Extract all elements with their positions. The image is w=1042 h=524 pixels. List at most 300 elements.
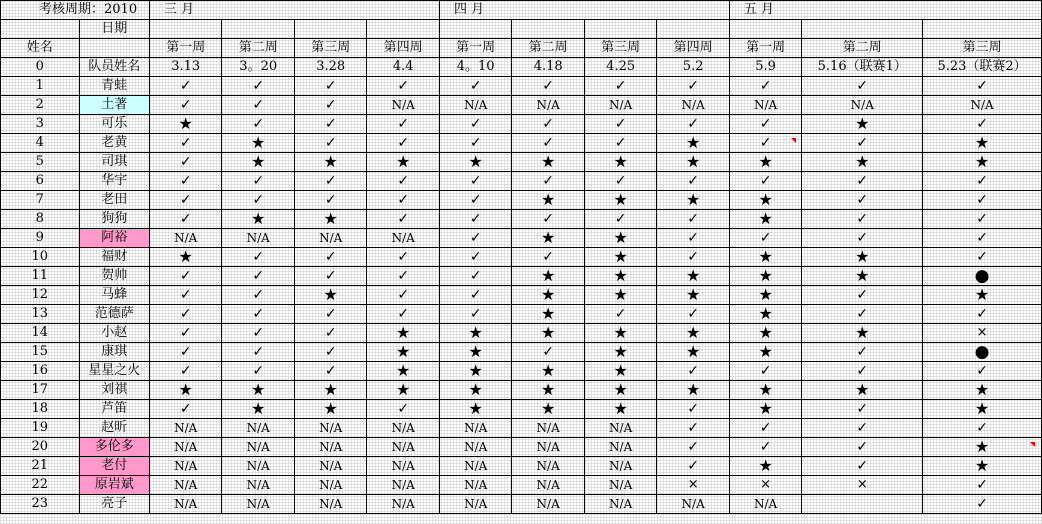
attendance-mark-cell[interactable]: ✓ — [729, 115, 801, 134]
member-name-cell[interactable]: 阿裕 — [79, 229, 149, 248]
attendance-mark-cell[interactable]: ✓ — [802, 134, 923, 153]
attendance-mark-cell[interactable]: ✓ — [802, 438, 923, 457]
attendance-mark-cell[interactable]: ✓ — [657, 362, 730, 381]
attendance-mark-cell[interactable]: ★ — [923, 438, 1042, 457]
attendance-mark-cell[interactable]: ✓ — [512, 172, 584, 191]
attendance-mark-cell[interactable]: ✓ — [729, 172, 801, 191]
attendance-mark-cell[interactable]: N/A — [439, 476, 511, 495]
attendance-mark-cell[interactable]: ★ — [729, 343, 801, 362]
row-index-cell[interactable]: 3 — [1, 115, 80, 134]
attendance-mark-cell[interactable]: ★ — [439, 362, 511, 381]
row-index-cell[interactable]: 9 — [1, 229, 80, 248]
attendance-mark-cell[interactable]: ★ — [802, 267, 923, 286]
attendance-mark-cell[interactable]: N/A — [512, 419, 584, 438]
attendance-mark-cell[interactable]: ✓ — [657, 229, 730, 248]
attendance-mark-cell[interactable]: ★ — [367, 343, 440, 362]
attendance-mark-cell[interactable]: ★ — [584, 229, 656, 248]
attendance-mark-cell[interactable]: ✓ — [512, 343, 584, 362]
attendance-mark-cell[interactable]: N/A — [222, 495, 294, 514]
week-header-cell[interactable]: 第四周 — [657, 39, 730, 58]
attendance-mark-cell[interactable]: ★ — [512, 381, 584, 400]
attendance-mark-cell[interactable]: N/A — [512, 96, 584, 115]
attendance-mark-cell[interactable]: ✓ — [657, 438, 730, 457]
attendance-mark-cell[interactable]: ★ — [512, 191, 584, 210]
attendance-mark-cell[interactable]: ✓ — [367, 400, 440, 419]
attendance-mark-cell[interactable]: N/A — [222, 476, 294, 495]
attendance-mark-cell[interactable]: ✓ — [222, 172, 294, 191]
member-name-cell[interactable]: 老黄 — [79, 134, 149, 153]
attendance-mark-cell[interactable]: ★ — [729, 381, 801, 400]
attendance-mark-cell[interactable]: ✓ — [923, 115, 1042, 134]
date-cell[interactable]: 5.23（联赛2） — [923, 58, 1042, 77]
attendance-mark-cell[interactable]: N/A — [367, 229, 440, 248]
attendance-mark-cell[interactable]: ✓ — [149, 210, 221, 229]
sheet-cell[interactable] — [657, 20, 730, 39]
attendance-mark-cell[interactable]: N/A — [584, 476, 656, 495]
attendance-mark-cell[interactable]: ✓ — [584, 77, 656, 96]
member-name-cell[interactable]: 亮子 — [79, 495, 149, 514]
attendance-mark-cell[interactable]: ✓ — [294, 172, 366, 191]
attendance-mark-cell[interactable]: N/A — [584, 495, 656, 514]
name-header-cell[interactable]: 姓名 — [1, 39, 80, 58]
attendance-mark-cell[interactable]: ✓ — [512, 248, 584, 267]
attendance-mark-cell[interactable]: ★ — [149, 248, 221, 267]
attendance-mark-cell[interactable]: ★ — [512, 286, 584, 305]
row-index-cell[interactable]: 18 — [1, 400, 80, 419]
attendance-mark-cell[interactable]: ★ — [222, 153, 294, 172]
sheet-cell[interactable] — [584, 20, 656, 39]
attendance-mark-cell[interactable]: ✓ — [657, 210, 730, 229]
week-header-cell[interactable]: 第二周 — [802, 39, 923, 58]
member-name-cell[interactable]: 芦笛 — [79, 400, 149, 419]
sheet-cell[interactable] — [802, 20, 923, 39]
attendance-mark-cell[interactable]: ★ — [512, 267, 584, 286]
attendance-mark-cell[interactable]: ★ — [802, 115, 923, 134]
attendance-mark-cell[interactable]: ✓ — [294, 191, 366, 210]
member-name-cell[interactable]: 康琪 — [79, 343, 149, 362]
date-cell[interactable]: 5.16（联赛1） — [802, 58, 923, 77]
attendance-mark-cell[interactable]: ● — [923, 267, 1042, 286]
attendance-mark-cell[interactable]: N/A — [222, 438, 294, 457]
attendance-mark-cell[interactable]: ★ — [149, 115, 221, 134]
attendance-mark-cell[interactable]: ★ — [657, 191, 730, 210]
attendance-mark-cell[interactable]: ★ — [439, 400, 511, 419]
attendance-mark-cell[interactable]: ★ — [439, 153, 511, 172]
attendance-mark-cell[interactable]: ✓ — [729, 362, 801, 381]
attendance-mark-cell[interactable]: N/A — [149, 495, 221, 514]
row-index-cell[interactable]: 0 — [1, 58, 80, 77]
attendance-mark-cell[interactable]: N/A — [584, 438, 656, 457]
attendance-mark-cell[interactable]: ✓ — [222, 324, 294, 343]
attendance-mark-cell[interactable]: ✓ — [923, 172, 1042, 191]
attendance-mark-cell[interactable]: ✓ — [584, 172, 656, 191]
attendance-mark-cell[interactable]: ✓ — [222, 115, 294, 134]
attendance-mark-cell[interactable]: N/A — [512, 438, 584, 457]
attendance-mark-cell[interactable]: ✓ — [222, 248, 294, 267]
attendance-mark-cell[interactable]: N/A — [584, 457, 656, 476]
week-header-cell[interactable]: 第三周 — [923, 39, 1042, 58]
attendance-mark-cell[interactable]: ✓ — [802, 191, 923, 210]
attendance-mark-cell[interactable]: ✓ — [923, 362, 1042, 381]
attendance-mark-cell[interactable]: ★ — [222, 400, 294, 419]
attendance-mark-cell[interactable]: ★ — [657, 381, 730, 400]
row-index-cell[interactable]: 16 — [1, 362, 80, 381]
attendance-mark-cell[interactable]: ✓ — [923, 229, 1042, 248]
attendance-mark-cell[interactable]: ✓ — [923, 77, 1042, 96]
attendance-mark-cell[interactable]: ✓ — [729, 77, 801, 96]
attendance-mark-cell[interactable]: ✓ — [367, 210, 440, 229]
sheet-cell[interactable] — [294, 20, 366, 39]
month-cell-march[interactable]: 三 月 — [149, 1, 439, 20]
attendance-mark-cell[interactable]: N/A — [294, 229, 366, 248]
attendance-mark-cell[interactable]: ✓ — [294, 96, 366, 115]
attendance-mark-cell[interactable]: N/A — [149, 419, 221, 438]
row-index-cell[interactable]: 2 — [1, 96, 80, 115]
attendance-mark-cell[interactable]: ★ — [729, 248, 801, 267]
attendance-mark-cell[interactable]: ✓ — [802, 343, 923, 362]
attendance-mark-cell[interactable]: ✓ — [222, 362, 294, 381]
date-cell[interactable]: 4.25 — [584, 58, 656, 77]
attendance-mark-cell[interactable]: N/A — [149, 229, 221, 248]
attendance-mark-cell[interactable]: ★ — [584, 267, 656, 286]
row-index-cell[interactable]: 14 — [1, 324, 80, 343]
attendance-mark-cell[interactable]: N/A — [367, 96, 440, 115]
row-index-cell[interactable]: 6 — [1, 172, 80, 191]
attendance-mark-cell[interactable]: ★ — [584, 343, 656, 362]
row-index-cell[interactable]: 7 — [1, 191, 80, 210]
attendance-mark-cell[interactable]: ★ — [923, 286, 1042, 305]
member-name-cell[interactable]: 赵昕 — [79, 419, 149, 438]
sheet-cell[interactable] — [79, 39, 149, 58]
attendance-mark-cell[interactable]: ✓ — [729, 229, 801, 248]
attendance-mark-cell[interactable]: ✓ — [367, 115, 440, 134]
attendance-mark-cell[interactable]: N/A — [584, 419, 656, 438]
attendance-mark-cell[interactable]: ✓ — [923, 210, 1042, 229]
attendance-mark-cell[interactable]: ★ — [802, 381, 923, 400]
attendance-mark-cell[interactable]: ✓ — [367, 286, 440, 305]
row-index-cell[interactable]: 23 — [1, 495, 80, 514]
member-name-cell[interactable]: 小赵 — [79, 324, 149, 343]
member-name-cell[interactable]: 狗狗 — [79, 210, 149, 229]
attendance-mark-cell[interactable]: ✓ — [729, 438, 801, 457]
attendance-mark-cell[interactable]: ✓ — [149, 191, 221, 210]
attendance-mark-cell[interactable]: ★ — [512, 400, 584, 419]
attendance-mark-cell[interactable]: N/A — [294, 457, 366, 476]
attendance-mark-cell[interactable]: ✓ — [439, 115, 511, 134]
attendance-mark-cell[interactable]: ✓ — [149, 362, 221, 381]
attendance-mark-cell[interactable]: ✓ — [512, 77, 584, 96]
row-index-cell[interactable]: 20 — [1, 438, 80, 457]
attendance-mark-cell[interactable]: N/A — [149, 438, 221, 457]
attendance-mark-cell[interactable]: ✓ — [439, 229, 511, 248]
attendance-mark-cell[interactable]: ✓ — [657, 305, 730, 324]
attendance-mark-cell[interactable]: ✓ — [584, 134, 656, 153]
attendance-mark-cell[interactable]: ✓ — [657, 419, 730, 438]
date-cell[interactable]: 4.18 — [512, 58, 584, 77]
attendance-mark-cell[interactable]: ✓ — [294, 134, 366, 153]
sheet-cell[interactable] — [439, 20, 511, 39]
row-index-cell[interactable]: 1 — [1, 77, 80, 96]
row-index-cell[interactable]: 15 — [1, 343, 80, 362]
date-label-cell[interactable]: 日期 — [79, 20, 149, 39]
date-cell[interactable]: 3.13 — [149, 58, 221, 77]
attendance-mark-cell[interactable]: ✓ — [802, 229, 923, 248]
attendance-mark-cell[interactable]: ✓ — [149, 96, 221, 115]
attendance-mark-cell[interactable]: N/A — [512, 476, 584, 495]
attendance-mark-cell[interactable]: ✓ — [439, 305, 511, 324]
attendance-mark-cell[interactable]: ✓ — [584, 305, 656, 324]
attendance-mark-cell[interactable]: ✓ — [149, 267, 221, 286]
attendance-mark-cell[interactable]: ● — [923, 343, 1042, 362]
attendance-mark-cell[interactable]: ★ — [439, 381, 511, 400]
attendance-mark-cell[interactable]: ★ — [439, 324, 511, 343]
date-cell[interactable]: 4.4 — [367, 58, 440, 77]
member-name-header-cell[interactable]: 队员姓名 — [79, 58, 149, 77]
attendance-mark-cell[interactable]: ★ — [512, 229, 584, 248]
attendance-mark-cell[interactable]: ✓ — [512, 210, 584, 229]
attendance-mark-cell[interactable]: N/A — [657, 96, 730, 115]
week-header-cell[interactable]: 第三周 — [584, 39, 656, 58]
member-name-cell[interactable]: 老付 — [79, 457, 149, 476]
attendance-mark-cell[interactable]: ✓ — [657, 172, 730, 191]
attendance-mark-cell[interactable]: ✓ — [802, 210, 923, 229]
attendance-mark-cell[interactable]: N/A — [729, 96, 801, 115]
attendance-mark-cell[interactable]: × — [923, 324, 1042, 343]
attendance-mark-cell[interactable]: ✓ — [222, 305, 294, 324]
attendance-mark-cell[interactable]: ✓ — [367, 267, 440, 286]
attendance-mark-cell[interactable]: ★ — [367, 362, 440, 381]
attendance-mark-cell[interactable]: N/A — [512, 457, 584, 476]
attendance-mark-cell[interactable]: ★ — [512, 305, 584, 324]
sheet-cell[interactable] — [222, 20, 294, 39]
row-index-cell[interactable]: 11 — [1, 267, 80, 286]
row-index-cell[interactable]: 13 — [1, 305, 80, 324]
comment-indicator[interactable] — [791, 138, 796, 143]
attendance-mark-cell[interactable]: ✓ — [729, 134, 801, 153]
attendance-mark-cell[interactable]: ★ — [222, 210, 294, 229]
attendance-mark-cell[interactable]: ✓ — [923, 191, 1042, 210]
comment-indicator[interactable] — [1030, 442, 1035, 447]
member-name-cell[interactable]: 老田 — [79, 191, 149, 210]
attendance-mark-cell[interactable]: ★ — [923, 134, 1042, 153]
attendance-mark-cell[interactable]: N/A — [294, 495, 366, 514]
attendance-mark-cell[interactable]: ✓ — [367, 305, 440, 324]
attendance-mark-cell[interactable]: ✓ — [439, 210, 511, 229]
attendance-mark-cell[interactable]: N/A — [294, 438, 366, 457]
attendance-mark-cell[interactable]: N/A — [367, 495, 440, 514]
row-index-cell[interactable]: 12 — [1, 286, 80, 305]
sheet-cell[interactable] — [512, 20, 584, 39]
attendance-mark-cell[interactable]: ✓ — [584, 210, 656, 229]
attendance-mark-cell[interactable]: ★ — [729, 153, 801, 172]
attendance-mark-cell[interactable]: ✓ — [584, 115, 656, 134]
sheet-cell[interactable] — [149, 20, 221, 39]
date-cell[interactable]: 3。20 — [222, 58, 294, 77]
attendance-mark-cell[interactable]: ★ — [729, 191, 801, 210]
attendance-mark-cell[interactable]: ✓ — [802, 286, 923, 305]
attendance-mark-cell[interactable]: ✓ — [512, 115, 584, 134]
attendance-mark-cell[interactable]: ✓ — [149, 286, 221, 305]
attendance-mark-cell[interactable]: ✓ — [149, 172, 221, 191]
sheet-cell[interactable] — [923, 20, 1042, 39]
date-cell[interactable]: 3.28 — [294, 58, 366, 77]
attendance-mark-cell[interactable]: ★ — [222, 134, 294, 153]
attendance-mark-cell[interactable]: ✓ — [222, 77, 294, 96]
attendance-mark-cell[interactable]: ★ — [512, 324, 584, 343]
month-cell-april[interactable]: 四 月 — [439, 1, 729, 20]
row-index-cell[interactable]: 19 — [1, 419, 80, 438]
member-name-cell[interactable]: 马蜂 — [79, 286, 149, 305]
attendance-mark-cell[interactable]: ★ — [367, 153, 440, 172]
attendance-mark-cell[interactable]: ★ — [923, 400, 1042, 419]
attendance-mark-cell[interactable]: ★ — [584, 324, 656, 343]
attendance-mark-cell[interactable]: ✓ — [367, 191, 440, 210]
week-header-cell[interactable]: 第四周 — [367, 39, 440, 58]
attendance-mark-cell[interactable]: ★ — [923, 457, 1042, 476]
attendance-mark-cell[interactable]: N/A — [367, 476, 440, 495]
attendance-mark-cell[interactable]: ✓ — [923, 495, 1042, 514]
member-name-cell[interactable]: 青蛙 — [79, 77, 149, 96]
attendance-mark-cell[interactable]: ✓ — [923, 419, 1042, 438]
attendance-mark-cell[interactable]: ✓ — [657, 77, 730, 96]
attendance-mark-cell[interactable]: ★ — [294, 286, 366, 305]
attendance-mark-cell[interactable]: ✓ — [802, 400, 923, 419]
attendance-mark-cell[interactable]: ★ — [729, 286, 801, 305]
attendance-mark-cell[interactable]: ✓ — [222, 191, 294, 210]
attendance-mark-cell[interactable]: ★ — [802, 324, 923, 343]
attendance-mark-cell[interactable]: ★ — [923, 381, 1042, 400]
sheet-cell[interactable] — [729, 20, 801, 39]
attendance-mark-cell[interactable]: N/A — [222, 419, 294, 438]
attendance-mark-cell[interactable]: ✓ — [149, 153, 221, 172]
attendance-mark-cell[interactable]: ★ — [512, 362, 584, 381]
member-name-cell[interactable]: 华宇 — [79, 172, 149, 191]
attendance-mark-cell[interactable]: ✓ — [802, 77, 923, 96]
attendance-mark-cell[interactable]: ✓ — [367, 77, 440, 96]
row-index-cell[interactable]: 22 — [1, 476, 80, 495]
member-name-cell[interactable]: 刘祺 — [79, 381, 149, 400]
attendance-mark-cell[interactable]: N/A — [367, 419, 440, 438]
attendance-mark-cell[interactable]: N/A — [294, 419, 366, 438]
attendance-mark-cell[interactable]: ✓ — [294, 343, 366, 362]
attendance-mark-cell[interactable]: ✓ — [923, 248, 1042, 267]
member-name-cell[interactable]: 福财 — [79, 248, 149, 267]
attendance-mark-cell[interactable]: ✓ — [439, 172, 511, 191]
attendance-mark-cell[interactable]: N/A — [802, 96, 923, 115]
row-index-cell[interactable]: 4 — [1, 134, 80, 153]
attendance-mark-cell[interactable]: N/A — [439, 438, 511, 457]
attendance-mark-cell[interactable]: ✓ — [367, 172, 440, 191]
attendance-mark-cell[interactable]: N/A — [512, 495, 584, 514]
attendance-mark-cell[interactable]: ★ — [222, 381, 294, 400]
date-cell[interactable]: 5.9 — [729, 58, 801, 77]
attendance-mark-cell[interactable]: ★ — [367, 324, 440, 343]
attendance-mark-cell[interactable]: ★ — [923, 153, 1042, 172]
attendance-mark-cell[interactable]: ★ — [584, 400, 656, 419]
attendance-mark-cell[interactable]: ★ — [657, 286, 730, 305]
attendance-mark-cell[interactable]: N/A — [367, 457, 440, 476]
attendance-mark-cell[interactable]: ✓ — [149, 77, 221, 96]
attendance-mark-cell[interactable]: ✓ — [294, 115, 366, 134]
week-header-cell[interactable]: 第二周 — [512, 39, 584, 58]
row-index-cell[interactable]: 21 — [1, 457, 80, 476]
attendance-mark-cell[interactable]: ✓ — [222, 267, 294, 286]
period-label-cell[interactable]: 考核周期：2010 — [1, 1, 150, 20]
attendance-mark-cell[interactable]: ✓ — [512, 134, 584, 153]
attendance-mark-cell[interactable]: ★ — [729, 400, 801, 419]
attendance-mark-cell[interactable]: ✓ — [439, 134, 511, 153]
sheet-cell[interactable] — [367, 20, 440, 39]
attendance-mark-cell[interactable]: ✓ — [802, 419, 923, 438]
member-name-cell[interactable]: 贺帅 — [79, 267, 149, 286]
attendance-mark-cell[interactable]: N/A — [657, 495, 730, 514]
member-name-cell[interactable]: 多伦多 — [79, 438, 149, 457]
attendance-mark-cell[interactable]: ★ — [729, 210, 801, 229]
attendance-mark-cell[interactable]: N/A — [584, 96, 656, 115]
attendance-mark-cell[interactable]: N/A — [367, 438, 440, 457]
attendance-mark-cell[interactable]: ✓ — [439, 286, 511, 305]
attendance-mark-cell[interactable]: ★ — [802, 248, 923, 267]
attendance-mark-cell[interactable]: ✓ — [657, 457, 730, 476]
attendance-mark-cell[interactable]: ★ — [584, 153, 656, 172]
attendance-mark-cell[interactable]: ✓ — [802, 305, 923, 324]
week-header-cell[interactable]: 第一周 — [729, 39, 801, 58]
attendance-mark-cell[interactable]: × — [729, 476, 801, 495]
attendance-mark-cell[interactable]: ✓ — [294, 267, 366, 286]
row-index-cell[interactable]: 5 — [1, 153, 80, 172]
week-header-cell[interactable]: 第二周 — [222, 39, 294, 58]
attendance-mark-cell[interactable]: ★ — [439, 343, 511, 362]
attendance-mark-cell[interactable]: ★ — [294, 153, 366, 172]
attendance-mark-cell[interactable]: ✓ — [149, 134, 221, 153]
attendance-mark-cell[interactable]: N/A — [294, 476, 366, 495]
attendance-mark-cell[interactable]: ✓ — [367, 134, 440, 153]
attendance-mark-cell[interactable]: ★ — [294, 381, 366, 400]
member-name-cell[interactable]: 星星之火 — [79, 362, 149, 381]
attendance-mark-cell[interactable]: ★ — [584, 248, 656, 267]
member-name-cell[interactable]: 土著 — [79, 96, 149, 115]
attendance-mark-cell[interactable]: ✓ — [657, 115, 730, 134]
attendance-mark-cell[interactable]: N/A — [923, 96, 1042, 115]
attendance-mark-cell[interactable]: N/A — [149, 476, 221, 495]
attendance-mark-cell[interactable]: ★ — [584, 286, 656, 305]
attendance-mark-cell[interactable]: ★ — [657, 153, 730, 172]
member-name-cell[interactable]: 可乐 — [79, 115, 149, 134]
attendance-mark-cell[interactable]: ✓ — [222, 343, 294, 362]
attendance-mark-cell[interactable]: ★ — [512, 153, 584, 172]
attendance-mark-cell[interactable]: ✓ — [222, 96, 294, 115]
attendance-mark-cell[interactable]: ✓ — [802, 362, 923, 381]
attendance-mark-cell[interactable]: ★ — [729, 267, 801, 286]
date-cell[interactable]: 5.2 — [657, 58, 730, 77]
attendance-mark-cell[interactable]: ★ — [802, 153, 923, 172]
attendance-mark-cell[interactable]: ✓ — [149, 305, 221, 324]
member-name-cell[interactable]: 司琪 — [79, 153, 149, 172]
row-index-cell[interactable]: 8 — [1, 210, 80, 229]
attendance-mark-cell[interactable]: ★ — [367, 381, 440, 400]
attendance-mark-cell[interactable]: N/A — [222, 229, 294, 248]
attendance-mark-cell[interactable]: ★ — [729, 324, 801, 343]
attendance-mark-cell[interactable]: ✓ — [923, 305, 1042, 324]
attendance-mark-cell[interactable]: ★ — [657, 134, 730, 153]
attendance-mark-cell[interactable]: ✓ — [439, 248, 511, 267]
attendance-mark-cell[interactable]: N/A — [439, 495, 511, 514]
attendance-mark-cell[interactable]: ✓ — [923, 476, 1042, 495]
week-header-cell[interactable]: 第三周 — [294, 39, 366, 58]
attendance-mark-cell[interactable]: ✓ — [149, 343, 221, 362]
attendance-mark-cell[interactable]: ✓ — [802, 172, 923, 191]
attendance-mark-cell[interactable]: ★ — [657, 267, 730, 286]
